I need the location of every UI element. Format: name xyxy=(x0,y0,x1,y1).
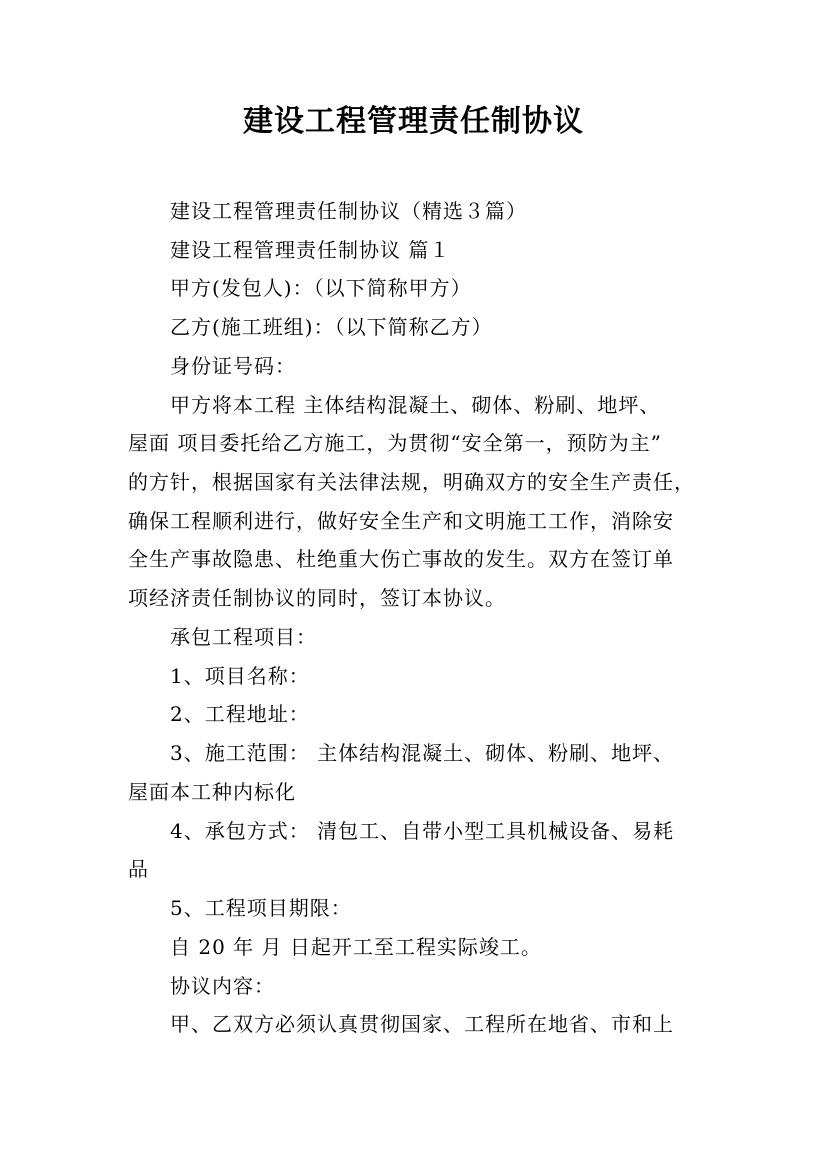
document-title: 建设工程管理责任制协议 xyxy=(243,104,584,139)
period-line: 自 20 年 月 日起开工至工程实际竣工。 xyxy=(170,935,542,959)
id-number-line: 身份证号码： xyxy=(170,354,296,378)
paragraph-line: 确保工程顺利进行，做好安全生产和文明施工工作，消除安 xyxy=(128,509,674,533)
list-item-continuation: 品 xyxy=(128,857,149,881)
party-a-line: 甲方(发包人)：（以下简称甲方） xyxy=(170,276,472,300)
paragraph-line: 甲方将本工程 主体结构混凝土、砌体、粉刷、地坪、 xyxy=(170,393,661,417)
subtitle-line: 建设工程管理责任制协议（精选３篇） xyxy=(170,199,527,223)
paragraph-line: 的方针，根据国家有关法律法规，明确双方的安全生产责任， xyxy=(128,470,695,494)
list-item-continuation: 屋面本工种内标化 xyxy=(128,780,296,804)
list-item: 5、工程项目期限： xyxy=(170,896,352,920)
section-heading: 建设工程管理责任制协议 篇１ xyxy=(170,238,451,262)
paragraph-line: 项经济责任制协议的同时，签订本协议。 xyxy=(128,586,506,610)
project-heading: 承包工程项目： xyxy=(170,625,317,649)
list-item: 3、施工范围： 主体结构混凝土、砌体、粉刷、地坪、 xyxy=(170,741,675,765)
agreement-heading: 协议内容： xyxy=(170,974,275,998)
party-b-line: 乙方(施工班组)：（以下简称乙方） xyxy=(170,315,493,339)
paragraph-line: 甲、乙双方必须认真贯彻国家、工程所在地省、市和上 xyxy=(170,1012,674,1036)
paragraph-line: 全生产事故隐患、杜绝重大伤亡事故的发生。双方在签订单 xyxy=(128,547,674,571)
list-item: 4、承包方式： 清包工、自带小型工具机械设备、易耗 xyxy=(170,819,675,843)
paragraph-line: 屋面 项目委托给乙方施工，为贯彻“安全第一，预防为主” xyxy=(128,431,662,455)
list-item: 2、工程地址： xyxy=(170,702,310,726)
list-item: 1、项目名称： xyxy=(170,664,310,688)
